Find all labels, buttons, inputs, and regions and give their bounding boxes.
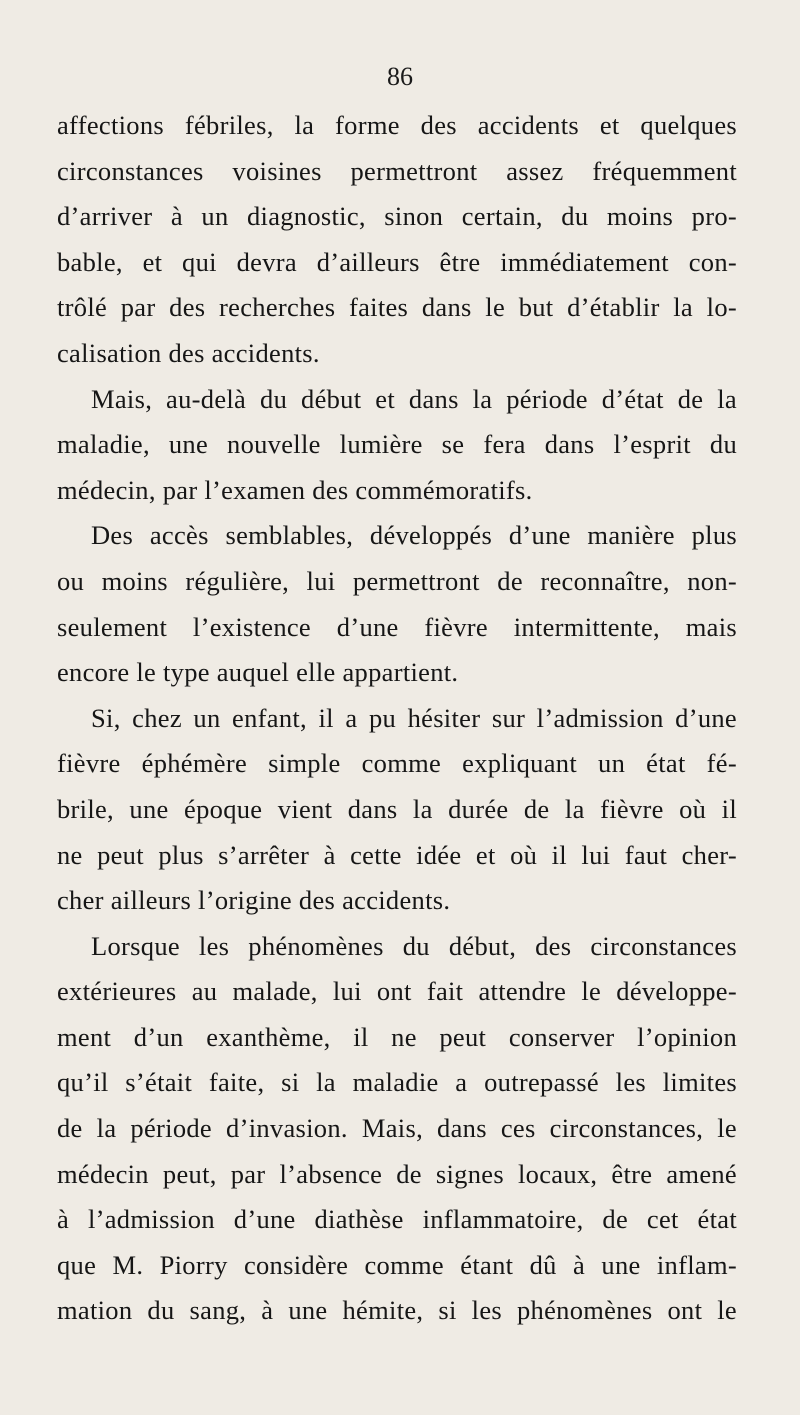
- text-line: encore le type auquel elle appartient.: [57, 657, 459, 688]
- text-line: calisation des accidents.: [57, 337, 320, 368]
- text-line: brile, une époque vient dans la durée de la fièvre où il: [57, 793, 737, 824]
- text-line: que M. Piorry considère comme étant dû à une inflam-: [57, 1249, 737, 1280]
- text-line: seulement l’existence d’une fièvre intermittente, mais: [57, 611, 737, 642]
- text-line: maladie, une nouvelle lumière se fera dans l’esprit du: [57, 429, 737, 460]
- text-line: Si, chez un enfant, il a pu hésiter sur l’admission d’une: [91, 702, 737, 733]
- text-line: circonstances voisines permettront assez fréquemment: [57, 155, 737, 186]
- text-line: Mais, au-delà du début et dans la période d’état de la: [91, 383, 737, 414]
- text-line: médecin, par l’examen des commémoratifs.: [57, 474, 533, 505]
- body-text: [57, 103, 737, 1334]
- page-number: 86: [387, 62, 413, 91]
- text-line: extérieures au malade, lui ont fait attendre le développe-: [57, 976, 737, 1007]
- text-line: affections fébriles, la forme des accidents et quelques: [57, 110, 737, 140]
- text-line: bable, et qui devra d’ailleurs être immédiatement con-: [57, 246, 737, 277]
- text-line: d’arriver à un diagnostic, sinon certain, du moins pro-: [57, 201, 737, 232]
- text-line: qu’il s’était faite, si la maladie a outrepassé les limites: [57, 1067, 737, 1098]
- text-line: Des accès semblables, développés d’une manière plus: [91, 520, 737, 551]
- text-line: mation du sang, à une hémite, si les phénomènes ont le: [57, 1295, 737, 1326]
- text-line: médecin peut, par l’absence de signes locaux, être amené: [57, 1158, 737, 1189]
- text-line: cher ailleurs l’origine des accidents.: [57, 885, 451, 916]
- text-line: ment d’un exanthème, il ne peut conserver l’opinion: [57, 1021, 737, 1052]
- text-line: trôlé par des recherches faites dans le but d’établir la lo-: [57, 292, 737, 323]
- text-line: Lorsque les phénomènes du début, des circonstances: [91, 930, 737, 961]
- text-line: ne peut plus s’arrêter à cette idée et où il lui faut cher-: [57, 839, 737, 870]
- text-line: de la période d’invasion. Mais, dans ces circonstances, le: [57, 1113, 737, 1144]
- text-line: ou moins régulière, lui permettront de reconnaître, non-: [57, 565, 737, 596]
- text-line: fièvre éphémère simple comme expliquant un état fé-: [57, 748, 737, 779]
- text-line: à l’admission d’une diathèse inflammatoire, de cet état: [57, 1204, 737, 1235]
